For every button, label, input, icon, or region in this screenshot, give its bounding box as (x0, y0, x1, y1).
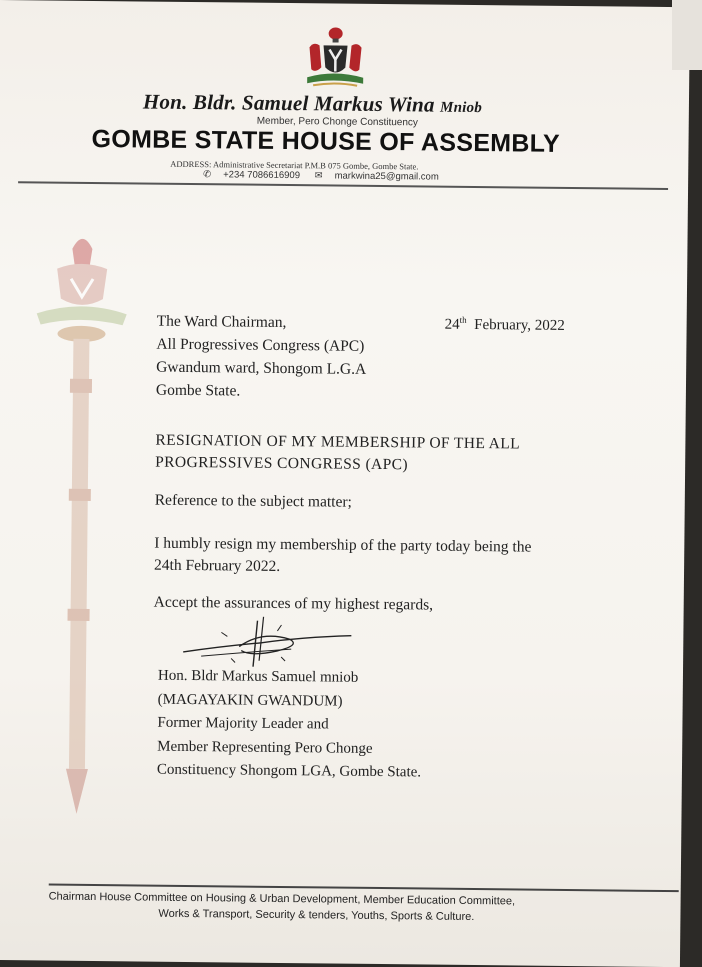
email-address: markwina25@gmail.com (334, 170, 439, 183)
signatory-position: Former Majority Leader and (157, 714, 329, 733)
closing-line: Accept the assurances of my highest regards, (153, 593, 434, 614)
date-day: 24 (444, 316, 460, 333)
address-line: ADDRESS: Administrative Secretariat P.M.B 075 Gombe, Gombe State. (170, 158, 419, 172)
letterhead-name-main: Hon. Bldr. Samuel Markus Wina (142, 89, 435, 117)
footer-line: Chairman House Committee on Housing & Urban Development, Member Education Committee, (48, 890, 516, 908)
addressee-line: The Ward Chairman, (156, 312, 287, 332)
subject-line: RESIGNATION OF MY MEMBERSHIP OF THE ALL (155, 431, 521, 453)
reference-paragraph: Reference to the subject matter; (154, 491, 352, 511)
addressee-line: All Progressives Congress (APC) (156, 335, 365, 355)
addressee-line: Gombe State. (155, 381, 241, 400)
assembly-title: GOMBE STATE HOUSE OF ASSEMBLY (91, 124, 561, 158)
addressee-block (156, 310, 367, 404)
addressee-line: Gwandum ward, Shongom L.G.A (156, 358, 367, 378)
signature-block (157, 665, 422, 785)
footer-line: Works & Transport, Security & tenders, Youths, Sports & Culture. (158, 907, 475, 924)
nigeria-coat-of-arms-icon (299, 25, 372, 92)
constituency-line: Member, Pero Chonge Constituency (256, 115, 418, 129)
resignation-paragraph (154, 533, 532, 581)
paragraph-line: I humbly resign my membership of the party today being the (154, 534, 532, 556)
contact-line (203, 169, 451, 183)
email-icon: ✉ (314, 170, 323, 182)
date-rest: February, 2022 (474, 316, 565, 334)
footer-committees (48, 889, 680, 928)
subject-heading (155, 430, 520, 478)
phone-number: +234 7086616909 (223, 169, 301, 182)
paragraph-line: 24th February 2022. (154, 556, 281, 575)
signatory-name: Hon. Bldr Markus Samuel mniob (157, 667, 359, 686)
letterhead-divider (18, 181, 668, 190)
signatory-position: Constituency Shongom LGA, Gombe State. (156, 761, 422, 781)
letterhead-name-suffix: Mniob (440, 99, 483, 117)
date-suffix: th (459, 314, 467, 325)
ceremonial-mace-icon (21, 228, 137, 819)
signatory-title: (MAGAYAKIN GWANDUM) (157, 691, 343, 710)
subject-line: PROGRESSIVES CONGRESS (APC) (155, 453, 409, 474)
letter-date (445, 315, 565, 335)
letterhead-name (143, 90, 482, 119)
signatory-position: Member Representing Pero Chonge (157, 738, 373, 757)
phone-icon: ✆ (203, 169, 212, 181)
background-paper-edge (672, 0, 702, 70)
